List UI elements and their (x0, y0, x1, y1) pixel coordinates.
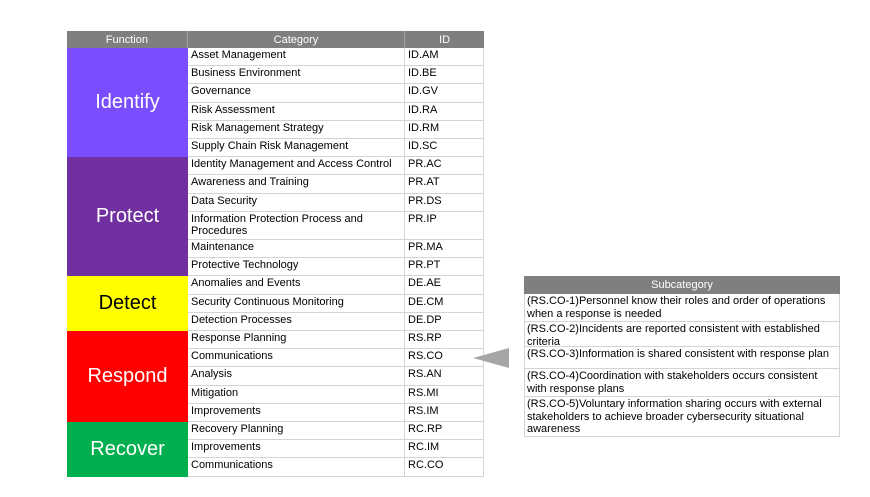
subcategory-table (524, 276, 840, 437)
table-row (188, 258, 484, 276)
id-cell: DE.DP (405, 313, 484, 330)
header-id: ID (404, 31, 484, 48)
id-cell: RS.CO (405, 349, 484, 366)
id-cell: RC.IM (405, 440, 484, 457)
category-cell: Anomalies and Events (188, 276, 405, 293)
table-row (188, 313, 484, 331)
subcategory-header: Subcategory (524, 276, 840, 294)
function-identify: Identify (67, 48, 188, 157)
category-cell: Data Security (188, 194, 405, 211)
table-row (188, 240, 484, 258)
id-cell: PR.AC (405, 157, 484, 174)
table-row (188, 48, 484, 66)
category-cell: Response Planning (188, 331, 405, 348)
id-cell: ID.BE (405, 66, 484, 83)
category-cell: Security Continuous Monitoring (188, 295, 405, 312)
function-detect: Detect (67, 276, 188, 331)
id-cell: RS.RP (405, 331, 484, 348)
header-function: Function (105, 33, 148, 46)
id-cell: PR.DS (405, 194, 484, 211)
category-cell: Risk Assessment (188, 103, 405, 120)
table-row (188, 103, 484, 121)
category-cell: Awareness and Training (188, 175, 405, 192)
category-cell: Analysis (188, 367, 405, 384)
group-detect (67, 276, 484, 331)
id-cell: PR.MA (405, 240, 484, 257)
category-cell: Risk Management Strategy (188, 121, 405, 138)
table-row (188, 458, 484, 476)
category-cell: Identity Management and Access Control (188, 157, 405, 174)
table-row (188, 349, 484, 367)
id-cell: DE.AE (405, 276, 484, 293)
id-cell: PR.PT (405, 258, 484, 275)
category-cell: Supply Chain Risk Management (188, 139, 405, 156)
id-cell: RC.RP (405, 422, 484, 439)
id-cell: PR.AT (405, 175, 484, 192)
group-protect (67, 157, 484, 276)
id-cell: ID.RA (405, 103, 484, 120)
subcategory-row: (RS.CO-3)Information is shared consistent with response plan (524, 347, 840, 369)
table-row (188, 121, 484, 139)
category-cell: Information Protection Process and Procedures (188, 212, 405, 239)
category-cell: Business Environment (188, 66, 405, 83)
group-recover (67, 422, 484, 477)
id-cell: RC.CO (405, 458, 484, 475)
table-row (188, 404, 484, 422)
group-identify (67, 48, 484, 157)
table-row (188, 66, 484, 84)
table-row (188, 331, 484, 349)
group-respond (67, 331, 484, 422)
function-respond: Respond (67, 331, 188, 422)
subcategory-row: (RS.CO-5)Voluntary information sharing occurs with external stakeholders to achieve broader cybersecurity situational awareness (524, 397, 840, 437)
subcategory-row: (RS.CO-4)Coordination with stakeholders occurs consistent with response plans (524, 369, 840, 397)
category-cell: Recovery Planning (188, 422, 405, 439)
table-row (188, 157, 484, 175)
framework-table (67, 31, 484, 477)
id-cell: DE.CM (405, 295, 484, 312)
id-cell: RS.AN (405, 367, 484, 384)
function-protect: Protect (67, 157, 188, 276)
category-cell: Maintenance (188, 240, 405, 257)
subcategory-row: (RS.CO-1)Personnel know their roles and order of operations when a response is needed (524, 294, 840, 322)
id-cell: ID.RM (405, 121, 484, 138)
table-row (188, 194, 484, 212)
table-row (188, 295, 484, 313)
function-recover: Recover (67, 422, 188, 477)
table-row (188, 175, 484, 193)
category-cell: Communications (188, 458, 405, 475)
id-cell: ID.AM (405, 48, 484, 65)
category-cell: Asset Management (188, 48, 405, 65)
id-cell: RS.MI (405, 386, 484, 403)
pointer-arrow-icon (473, 348, 509, 368)
subcategory-row: (RS.CO-2)Incidents are reported consistent with established criteria (524, 322, 840, 347)
table-row (188, 422, 484, 440)
category-cell: Protective Technology (188, 258, 405, 275)
header-category: Category (187, 31, 404, 48)
category-cell: Improvements (188, 404, 405, 421)
category-cell: Communications (188, 349, 405, 366)
table-header (67, 31, 484, 48)
id-cell: ID.SC (405, 139, 484, 156)
table-row (188, 440, 484, 458)
category-cell: Mitigation (188, 386, 405, 403)
category-cell: Governance (188, 84, 405, 101)
category-cell: Detection Processes (188, 313, 405, 330)
table-row (188, 139, 484, 157)
id-cell: RS.IM (405, 404, 484, 421)
table-row (188, 212, 484, 240)
id-cell: ID.GV (405, 84, 484, 101)
table-row (188, 84, 484, 102)
category-cell: Improvements (188, 440, 405, 457)
table-row (188, 276, 484, 294)
table-row (188, 386, 484, 404)
table-row (188, 367, 484, 385)
id-cell: PR.IP (405, 212, 484, 239)
